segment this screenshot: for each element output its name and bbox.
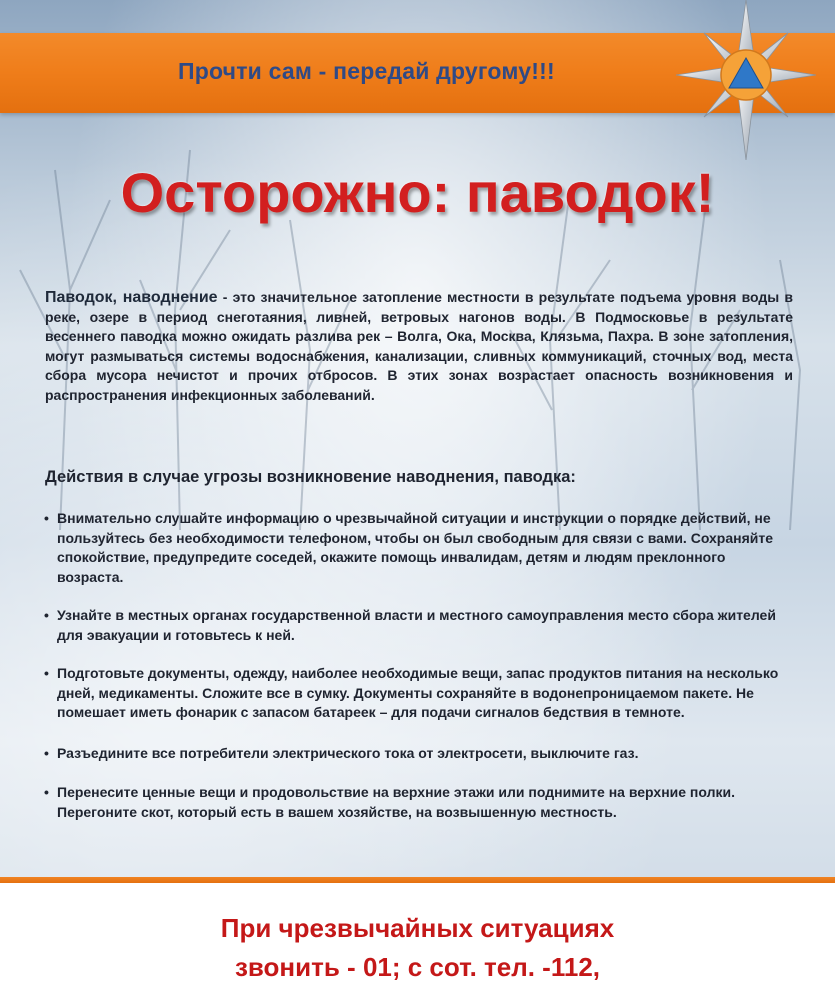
actions-heading: Действия в случае угрозы возникновение наводнения, паводка: <box>45 468 576 486</box>
list-item <box>44 606 794 645</box>
list-item-text: Внимательно слушайте информацию о чрезвычайной ситуации и инструкции о порядке действий, не пользуйтесь без необходимости телефоном, чтобы он был свободным для связи с вами. Сохраняйте спокойствие, предупредите соседей, окажите помощь инвалидам, детям и людям преклонного возраста. <box>57 510 774 585</box>
list-item <box>44 664 794 723</box>
footer-phone-numbers: звонить - 01; с сот. тел. -112, <box>234 952 600 982</box>
footer-emergency-text: При чрезвычайных ситуациях <box>220 913 615 943</box>
intro-lead: Паводок, наводнение <box>45 289 218 306</box>
actions-list <box>44 509 794 840</box>
main-title: Осторожно: паводок! <box>120 161 715 224</box>
list-item <box>44 509 794 587</box>
list-item-text: Перенесите ценные вещи и продовольствие на верхние этажи или поднимите на верхние полки. Перегоните скот, который есть в вашем хозяйстве, на возвышенную местность. <box>57 784 735 820</box>
bullet-icon: • <box>44 607 49 623</box>
top-slogan: Прочти сам - передай другому!!! <box>178 58 555 84</box>
intro-text: - это значительное затопление местности в результате подъема уровня воды в реке, озере в период снеготаяния, ливней, ветровых нагонов воды. В Подмосковье в результате весеннего паводка можно ожидать разлива рек – Волга, Ока, Москва, Клязьма, Пахра. В зоне затопления, могут размываться системы водоснабжения, канализации, сливных коммуникаций, сточных вод, места сбора мусора нечистот и прочих отбросов. В этих зонах возрастает опасность возникновения и распространения инфекционных заболеваний. <box>45 289 793 403</box>
list-item <box>44 744 794 764</box>
bullet-icon: • <box>44 510 49 526</box>
intro-paragraph <box>45 288 793 405</box>
list-item-text: Разъедините все потребители электрического тока от электросети, выключите газ. <box>57 744 639 761</box>
emergency-star-emblem-icon <box>676 0 816 160</box>
bullet-icon: • <box>44 744 49 761</box>
list-item <box>44 783 794 822</box>
footer-orange-line <box>0 877 835 883</box>
bullet-icon: • <box>44 665 49 681</box>
list-item-text: Узнайте в местных органах государственной власти и местного самоуправления место сбора жителей для эвакуации и готовьтесь к ней. <box>57 607 776 643</box>
list-item-text: Подготовьте документы, одежду, наиболее необходимые вещи, запас продуктов питания на несколько дней, медикаменты. Сложите все в сумку. Документы сохраняйте в водонепроницаемом пакете. Не помешает иметь фонарик с запасом батареек – для подачи сигналов бедствия в темноте. <box>57 665 779 720</box>
bullet-icon: • <box>44 784 49 800</box>
